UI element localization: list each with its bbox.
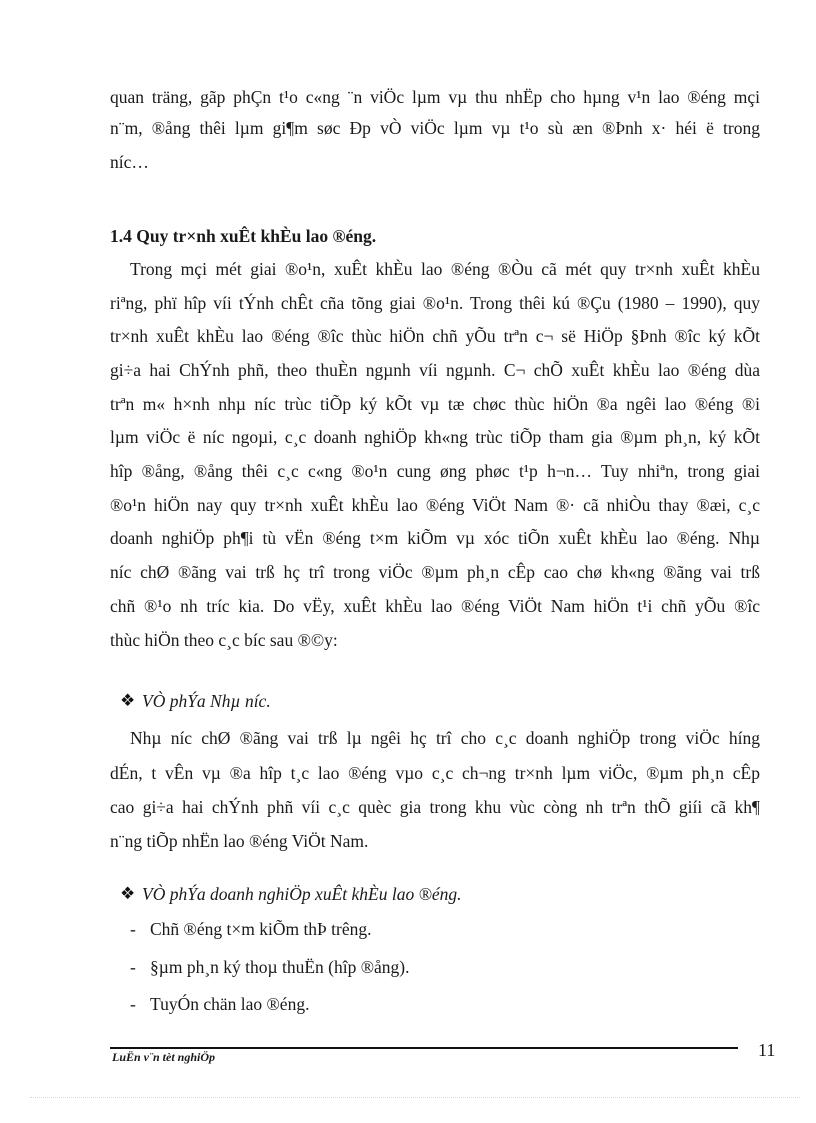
- footer-rule: [110, 1047, 738, 1049]
- list-item-text: §µm ph¸n ký thoµ thuËn (hîp ®ång).: [150, 957, 410, 977]
- para1-line-2: riªng, phï hîp víi tÝnh chÊt cña tõng giai ®o¹n. Trong thêi kú ®Çu (1980 – 1990), quy: [110, 293, 760, 313]
- para1-line-5: trªn m« h×nh nhµ níc trùc tiÕp ký kÕt vµ tæ chøc thùc hiÖn ®a ngêi lao ®éng ®i: [110, 394, 760, 414]
- para1-line-7: hîp ®ång, ®ång thêi c¸c c«ng ®o¹n cung øng phøc t¹p h¬n… Tuy nhiªn, trong giai: [110, 461, 760, 481]
- para1-line-8: ®o¹n hiÖn nay quy tr×nh xuÊt khÈu lao ®éng ViÖt Nam ®· cã nhiÒu thay ®æi, c¸c: [110, 495, 760, 515]
- dash-marker: -: [130, 919, 136, 939]
- bullet-title-state: VÒ phÝa Nhµ níc.: [142, 691, 271, 711]
- para1-line-6: lµm viÖc ë níc ngoµi, c¸c doanh nghiÖp kh«ng trùc tiÕp tham gia ®µm ph¸n, ký kÕt: [110, 427, 760, 447]
- diamond-bullet-icon: ❖: [120, 691, 136, 710]
- para2-line-3: cao gi÷a hai chÝnh phñ víi c¸c quèc gia trong khu vùc còng nh trªn thÕ giíi cã kh¶: [110, 797, 760, 817]
- list-item-text: TuyÓn chän lao ®éng.: [150, 994, 310, 1014]
- bullet-item-state: [120, 690, 770, 712]
- diamond-bullet-icon: ❖: [120, 884, 136, 903]
- page-bottom-divider: [30, 1097, 800, 1098]
- footer-title: LuËn v¨n tèt nghiÖp: [112, 1050, 216, 1064]
- dash-marker: -: [130, 994, 136, 1014]
- intro-line-2: n¨m, ®ång thêi lµm gi¶m søc Ðp vÒ viÖc lµm vµ t¹o sù æn ®Þnh x· héi ë trong: [110, 118, 760, 138]
- list-item: [130, 956, 780, 978]
- list-item-text: Chñ ®éng t×m kiÕm thÞ trêng.: [150, 919, 372, 939]
- bullet-title-enterprise: VÒ phÝa doanh nghiÖp xuÊt khÈu lao ®éng.: [142, 884, 462, 904]
- para2-line-2: dÉn, t vÊn vµ ®a hîp t¸c lao ®éng vµo c¸c ch¬ng tr×nh lµm viÖc, ®µm ph¸n cÊp: [110, 763, 760, 783]
- list-item: [130, 993, 780, 1015]
- para2-line-1: Nhµ níc chØ ®ãng vai trß lµ ngêi hç trî cho c¸c doanh nghiÖp trong viÖc híng: [130, 728, 760, 748]
- para1-line-11: chñ ®¹o nh tríc kia. Do vËy, xuÊt khÈu lao ®éng ViÖt Nam hiÖn t¹i chñ yÕu ®îc: [110, 596, 760, 616]
- dash-marker: -: [130, 957, 136, 977]
- section-heading: 1.4 Quy tr×nh xuÊt khÈu lao ®éng.: [110, 226, 377, 246]
- para1-line-3: tr×nh xuÊt khÈu lao ®éng ®îc thùc hiÖn chñ yÕu trªn c¬ së HiÖp §Þnh ®îc ký kÕt: [110, 326, 760, 346]
- intro-line-1: quan träng, gãp phÇn t¹o c«ng ¨n viÖc lµm vµ thu nhËp cho hµng v¹n lao ®éng mçi: [110, 87, 760, 107]
- para1-line-12: thùc hiÖn theo c¸c bíc sau ®©y:: [110, 630, 338, 650]
- para1-line-4: gi÷a hai ChÝnh phñ, theo thuÈn ngµnh víi ngµnh. C¬ chÕ xuÊt khÈu lao ®éng dùa: [110, 360, 760, 380]
- para1-line-10: níc chØ ®ãng vai trß hç trî trong viÖc ®µm ph¸n cÊp cao chø kh«ng ®ãng vai trß: [110, 562, 760, 582]
- para2-line-4: n¨ng tiÕp nhËn lao ®éng ViÖt Nam.: [110, 831, 369, 851]
- para1-line-9: doanh nghiÖp ph¶i tù vËn ®éng t×m kiÕm vµ xóc tiÕn xuÊt khÈu lao ®éng. Nhµ: [110, 528, 760, 548]
- list-item: [130, 918, 780, 940]
- page-number: 11: [758, 1040, 776, 1060]
- intro-line-3: níc…: [110, 152, 149, 172]
- bullet-item-enterprise: [120, 883, 770, 905]
- para1-line-1: Trong mçi mét giai ®o¹n, xuÊt khÈu lao ®éng ®Òu cã mét quy tr×nh xuÊt khÈu: [130, 259, 760, 279]
